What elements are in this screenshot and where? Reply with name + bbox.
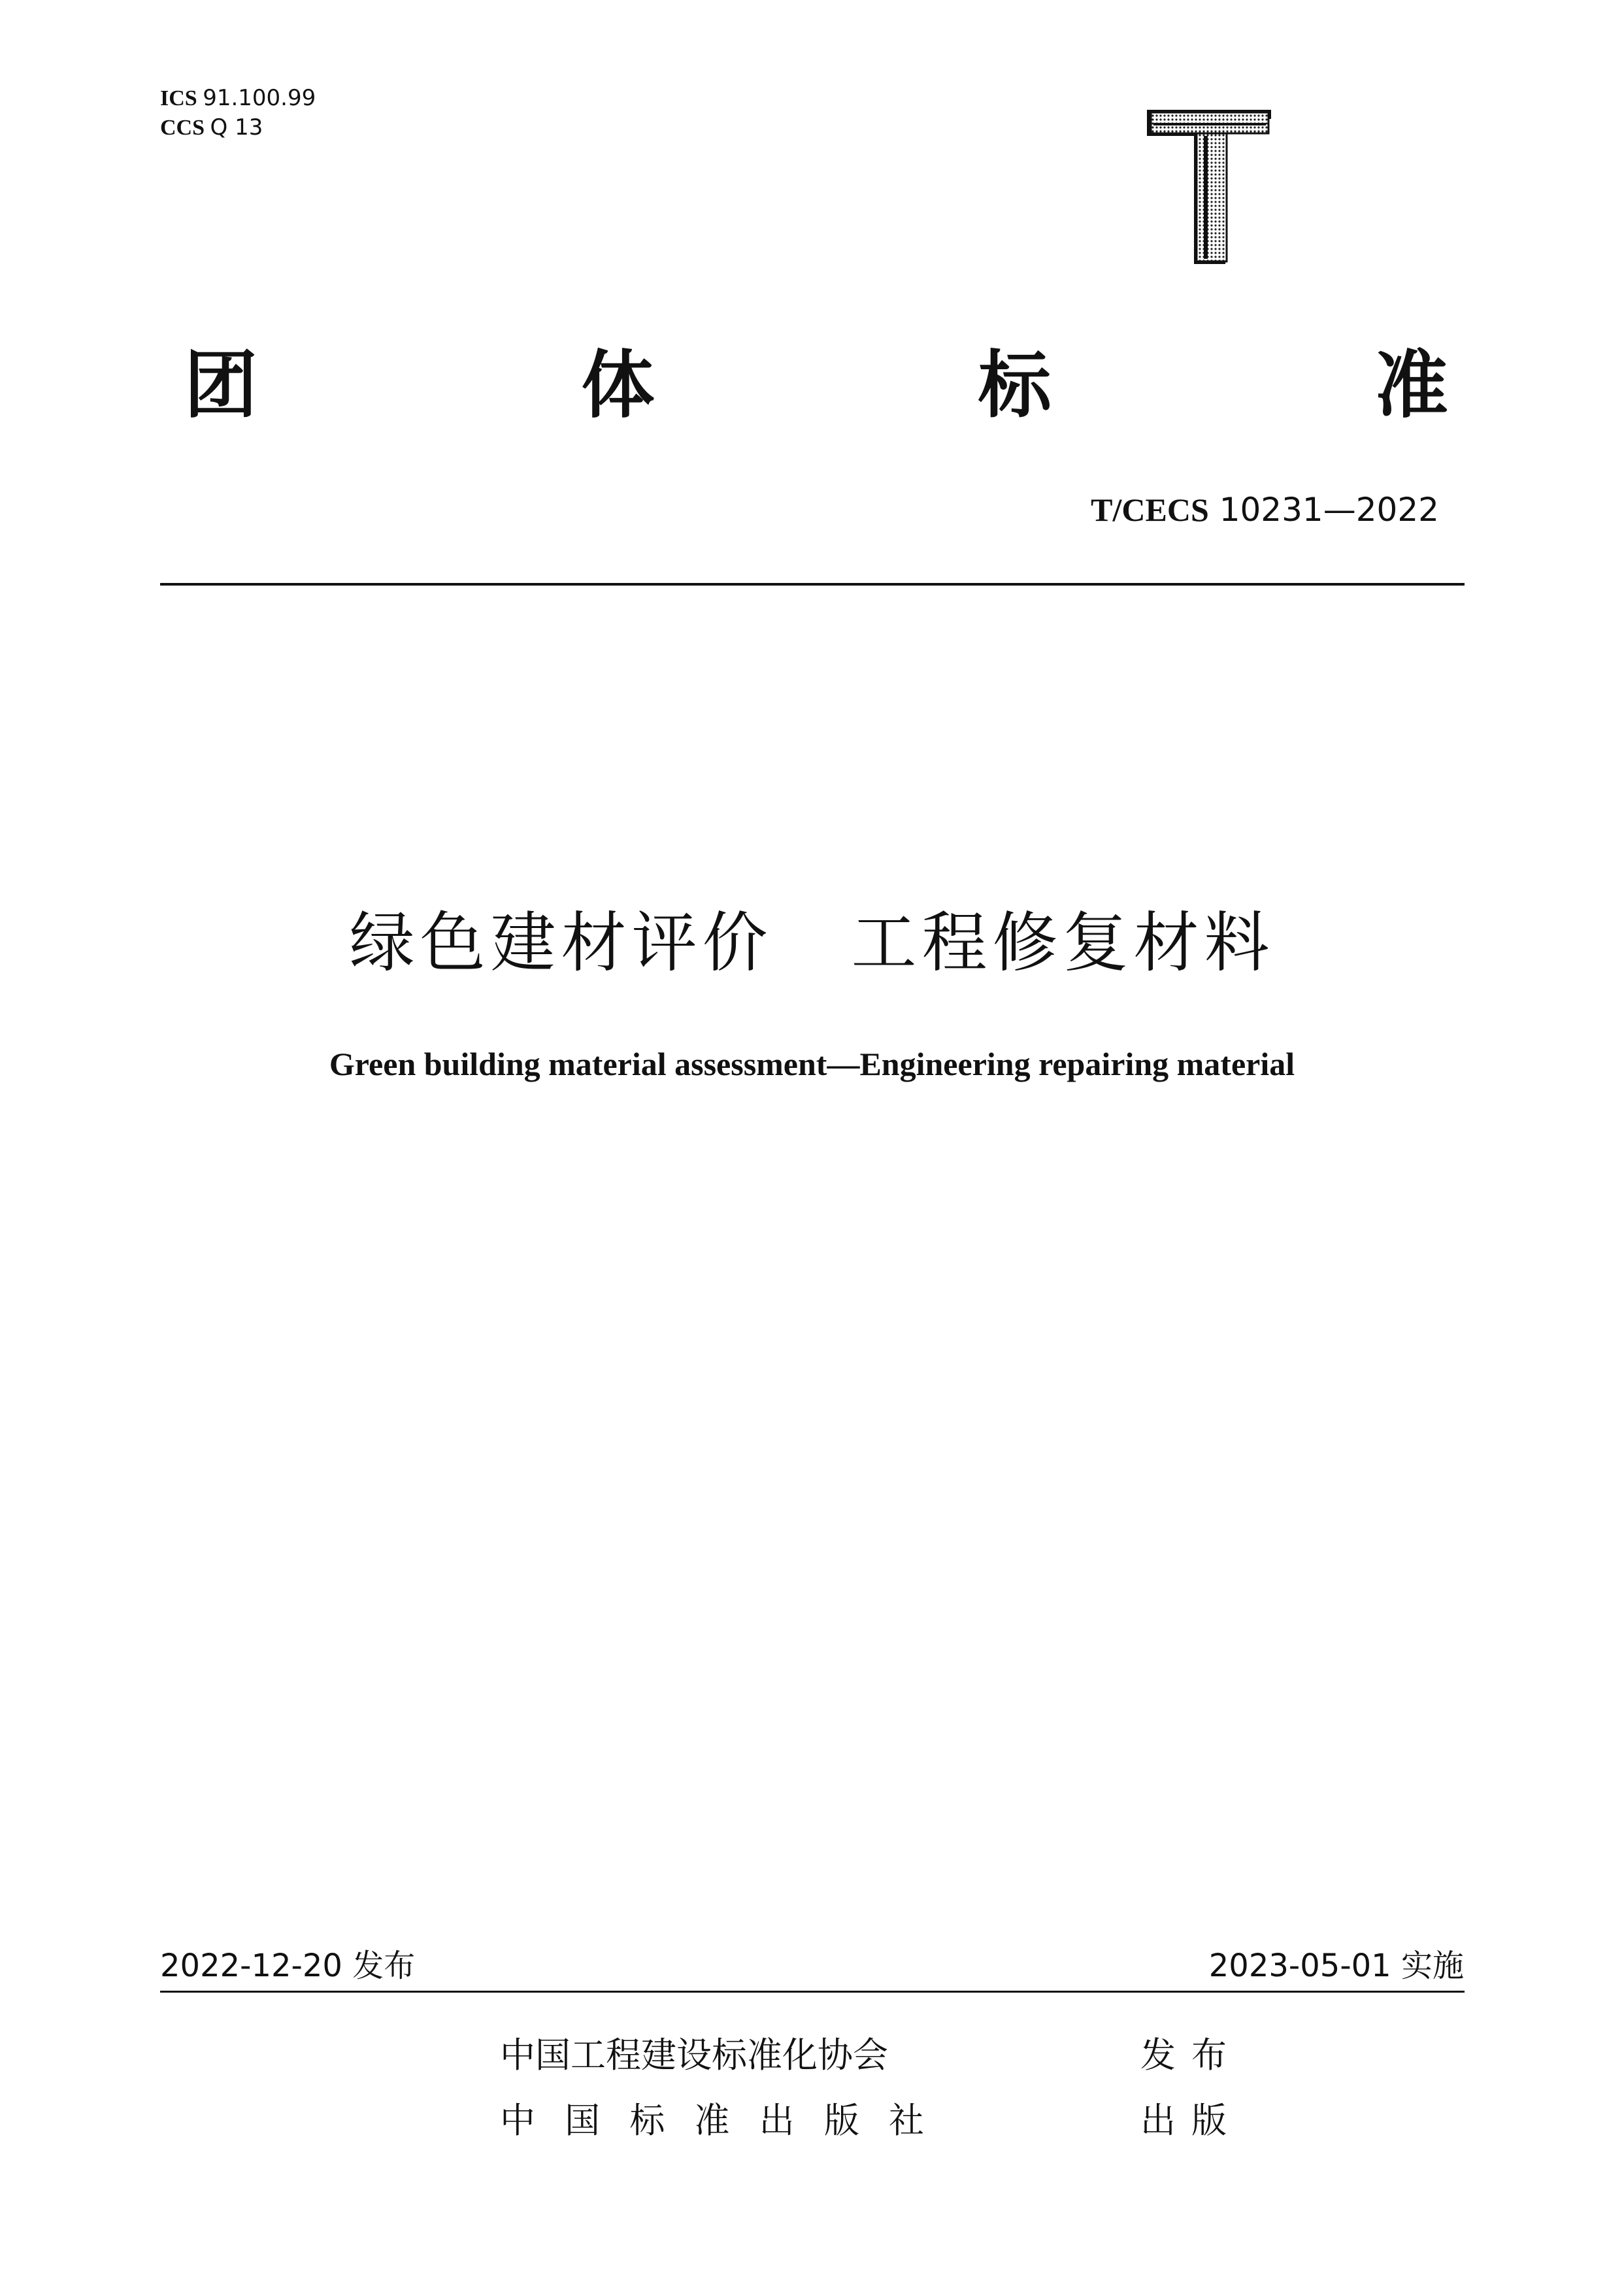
standard-code-prefix: T/CECS <box>1091 491 1209 528</box>
publisher-action: 发布 <box>1140 2034 1242 2076</box>
category-char: 团 <box>184 343 257 428</box>
category-title <box>184 340 1448 431</box>
standard-t-logo-icon <box>1147 110 1278 267</box>
issue-date-line <box>160 1945 415 1987</box>
standard-code <box>1091 489 1439 531</box>
publisher-row <box>500 2033 1242 2078</box>
implement-date: 2023-05-01 <box>1208 1948 1391 1984</box>
title-cn-part1: 绿色建材评价 <box>349 904 773 981</box>
standard-code-number: 10231—2022 <box>1219 491 1439 529</box>
implement-label: 实施 <box>1400 1948 1464 1984</box>
implement-date-line <box>1209 1945 1464 1987</box>
title-cn <box>0 901 1624 986</box>
category-char: 标 <box>978 343 1052 428</box>
title-en: Green building material assessment—Engineering repairing material <box>329 1046 1295 1082</box>
category-char: 体 <box>581 343 655 428</box>
issue-label: 发布 <box>352 1948 416 1984</box>
category-char: 准 <box>1374 343 1448 428</box>
publisher-org: 中国工程建设标准化协会 <box>500 2034 888 2076</box>
ics-label: ICS <box>160 86 197 110</box>
ics-code <box>160 84 316 113</box>
classification-block <box>160 84 316 142</box>
ics-value: 91.100.99 <box>203 85 316 111</box>
publisher-org: 中 国 标 准 出 版 社 <box>500 2100 933 2141</box>
ccs-value: Q 13 <box>210 114 263 141</box>
header-divider <box>160 583 1465 586</box>
ccs-label: CCS <box>160 116 205 140</box>
issue-date: 2022-12-20 <box>160 1948 342 1984</box>
footer-divider <box>160 1991 1465 1993</box>
title-cn-part2: 工程修复材料 <box>851 904 1275 981</box>
publisher-action: 出版 <box>1140 2100 1242 2141</box>
publisher-row <box>500 2098 1242 2144</box>
ccs-code <box>160 113 316 142</box>
